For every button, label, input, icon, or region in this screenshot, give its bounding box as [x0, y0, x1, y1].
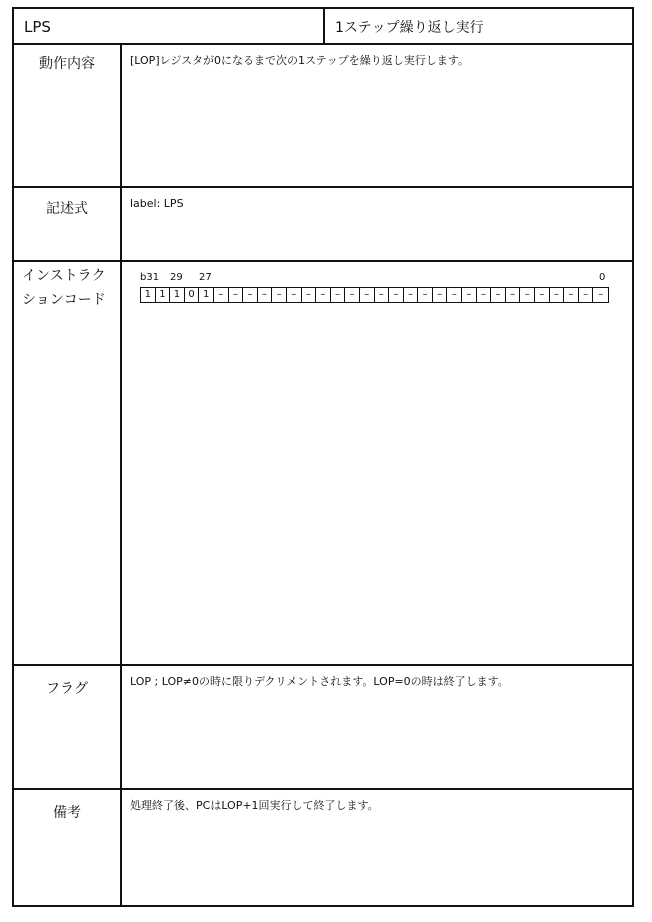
bit-cell: – [229, 288, 244, 302]
operation-row [14, 45, 632, 188]
bit-cell: – [598, 289, 604, 300]
bit-cell: – [345, 288, 360, 302]
instruction-sheet [12, 7, 634, 907]
sheet-header [14, 9, 632, 45]
bit-cell: – [477, 288, 492, 302]
bit-label-b31: b31 [140, 272, 160, 283]
bit-label-0: 0 [599, 272, 606, 283]
bit-cell: – [447, 288, 462, 302]
instruction-code-content [122, 262, 632, 664]
bit-cell: – [272, 288, 287, 302]
bit-cell: – [214, 288, 229, 302]
flags-row [14, 666, 632, 790]
bit-cell: – [564, 288, 579, 302]
bit-cell: – [462, 288, 477, 302]
instruction-code-row [14, 262, 632, 666]
bit-cell: – [331, 288, 346, 302]
flags-label: フラグ [14, 666, 122, 788]
bit-cell: 1 [156, 288, 171, 302]
remarks-row [14, 790, 632, 905]
bit-cell: 1 [199, 288, 214, 302]
bit-cell: – [360, 288, 375, 302]
bit-cell: – [433, 288, 448, 302]
bit-cell: – [404, 288, 419, 302]
bit-cell: – [520, 288, 535, 302]
bit-cell: 1 [170, 288, 185, 302]
mnemonic: LPS [14, 9, 325, 43]
bit-cell: – [287, 288, 302, 302]
bit-cell: – [243, 288, 258, 302]
bit-field [140, 287, 609, 303]
instruction-name: 1ステップ繰り返し実行 [335, 20, 484, 36]
bit-cell: – [302, 288, 317, 302]
bit-cell: – [418, 288, 433, 302]
operation-label: 動作内容 [14, 45, 122, 186]
bit-label-27: 27 [199, 272, 212, 283]
bit-label-29: 29 [170, 272, 183, 283]
bit-cell: – [550, 288, 565, 302]
operation-text: [LOP]レジスタが0になるまで次の1ステップを繰り返し実行します。 [130, 54, 469, 67]
bit-cell: – [258, 288, 273, 302]
flags-text: LOP ; LOP≠0の時に限りデクリメントされます。LOP=0の時は終了します。 [130, 675, 509, 688]
bit-cell: – [375, 288, 390, 302]
bit-cell: 1 [141, 288, 156, 302]
bit-cell: 0 [185, 288, 200, 302]
bit-cell: – [535, 288, 550, 302]
instruction-code-label-line2: ションコード [22, 292, 106, 308]
syntax-label: 記述式 [14, 188, 122, 260]
remarks-text: 処理終了後、PCはLOP+1回実行して終了します。 [130, 799, 379, 812]
bit-cell: – [316, 288, 331, 302]
instruction-code-label [14, 262, 122, 664]
bit-cell: – [389, 288, 404, 302]
syntax-text: label: LPS [130, 197, 184, 210]
bit-cell: – [506, 288, 521, 302]
bit-labels [140, 272, 610, 286]
bit-cell: – [579, 288, 594, 302]
bit-cell: – [491, 288, 506, 302]
syntax-row [14, 188, 632, 262]
instruction-code-label-line1: インストラク [22, 268, 106, 284]
remarks-label: 備考 [14, 790, 122, 905]
